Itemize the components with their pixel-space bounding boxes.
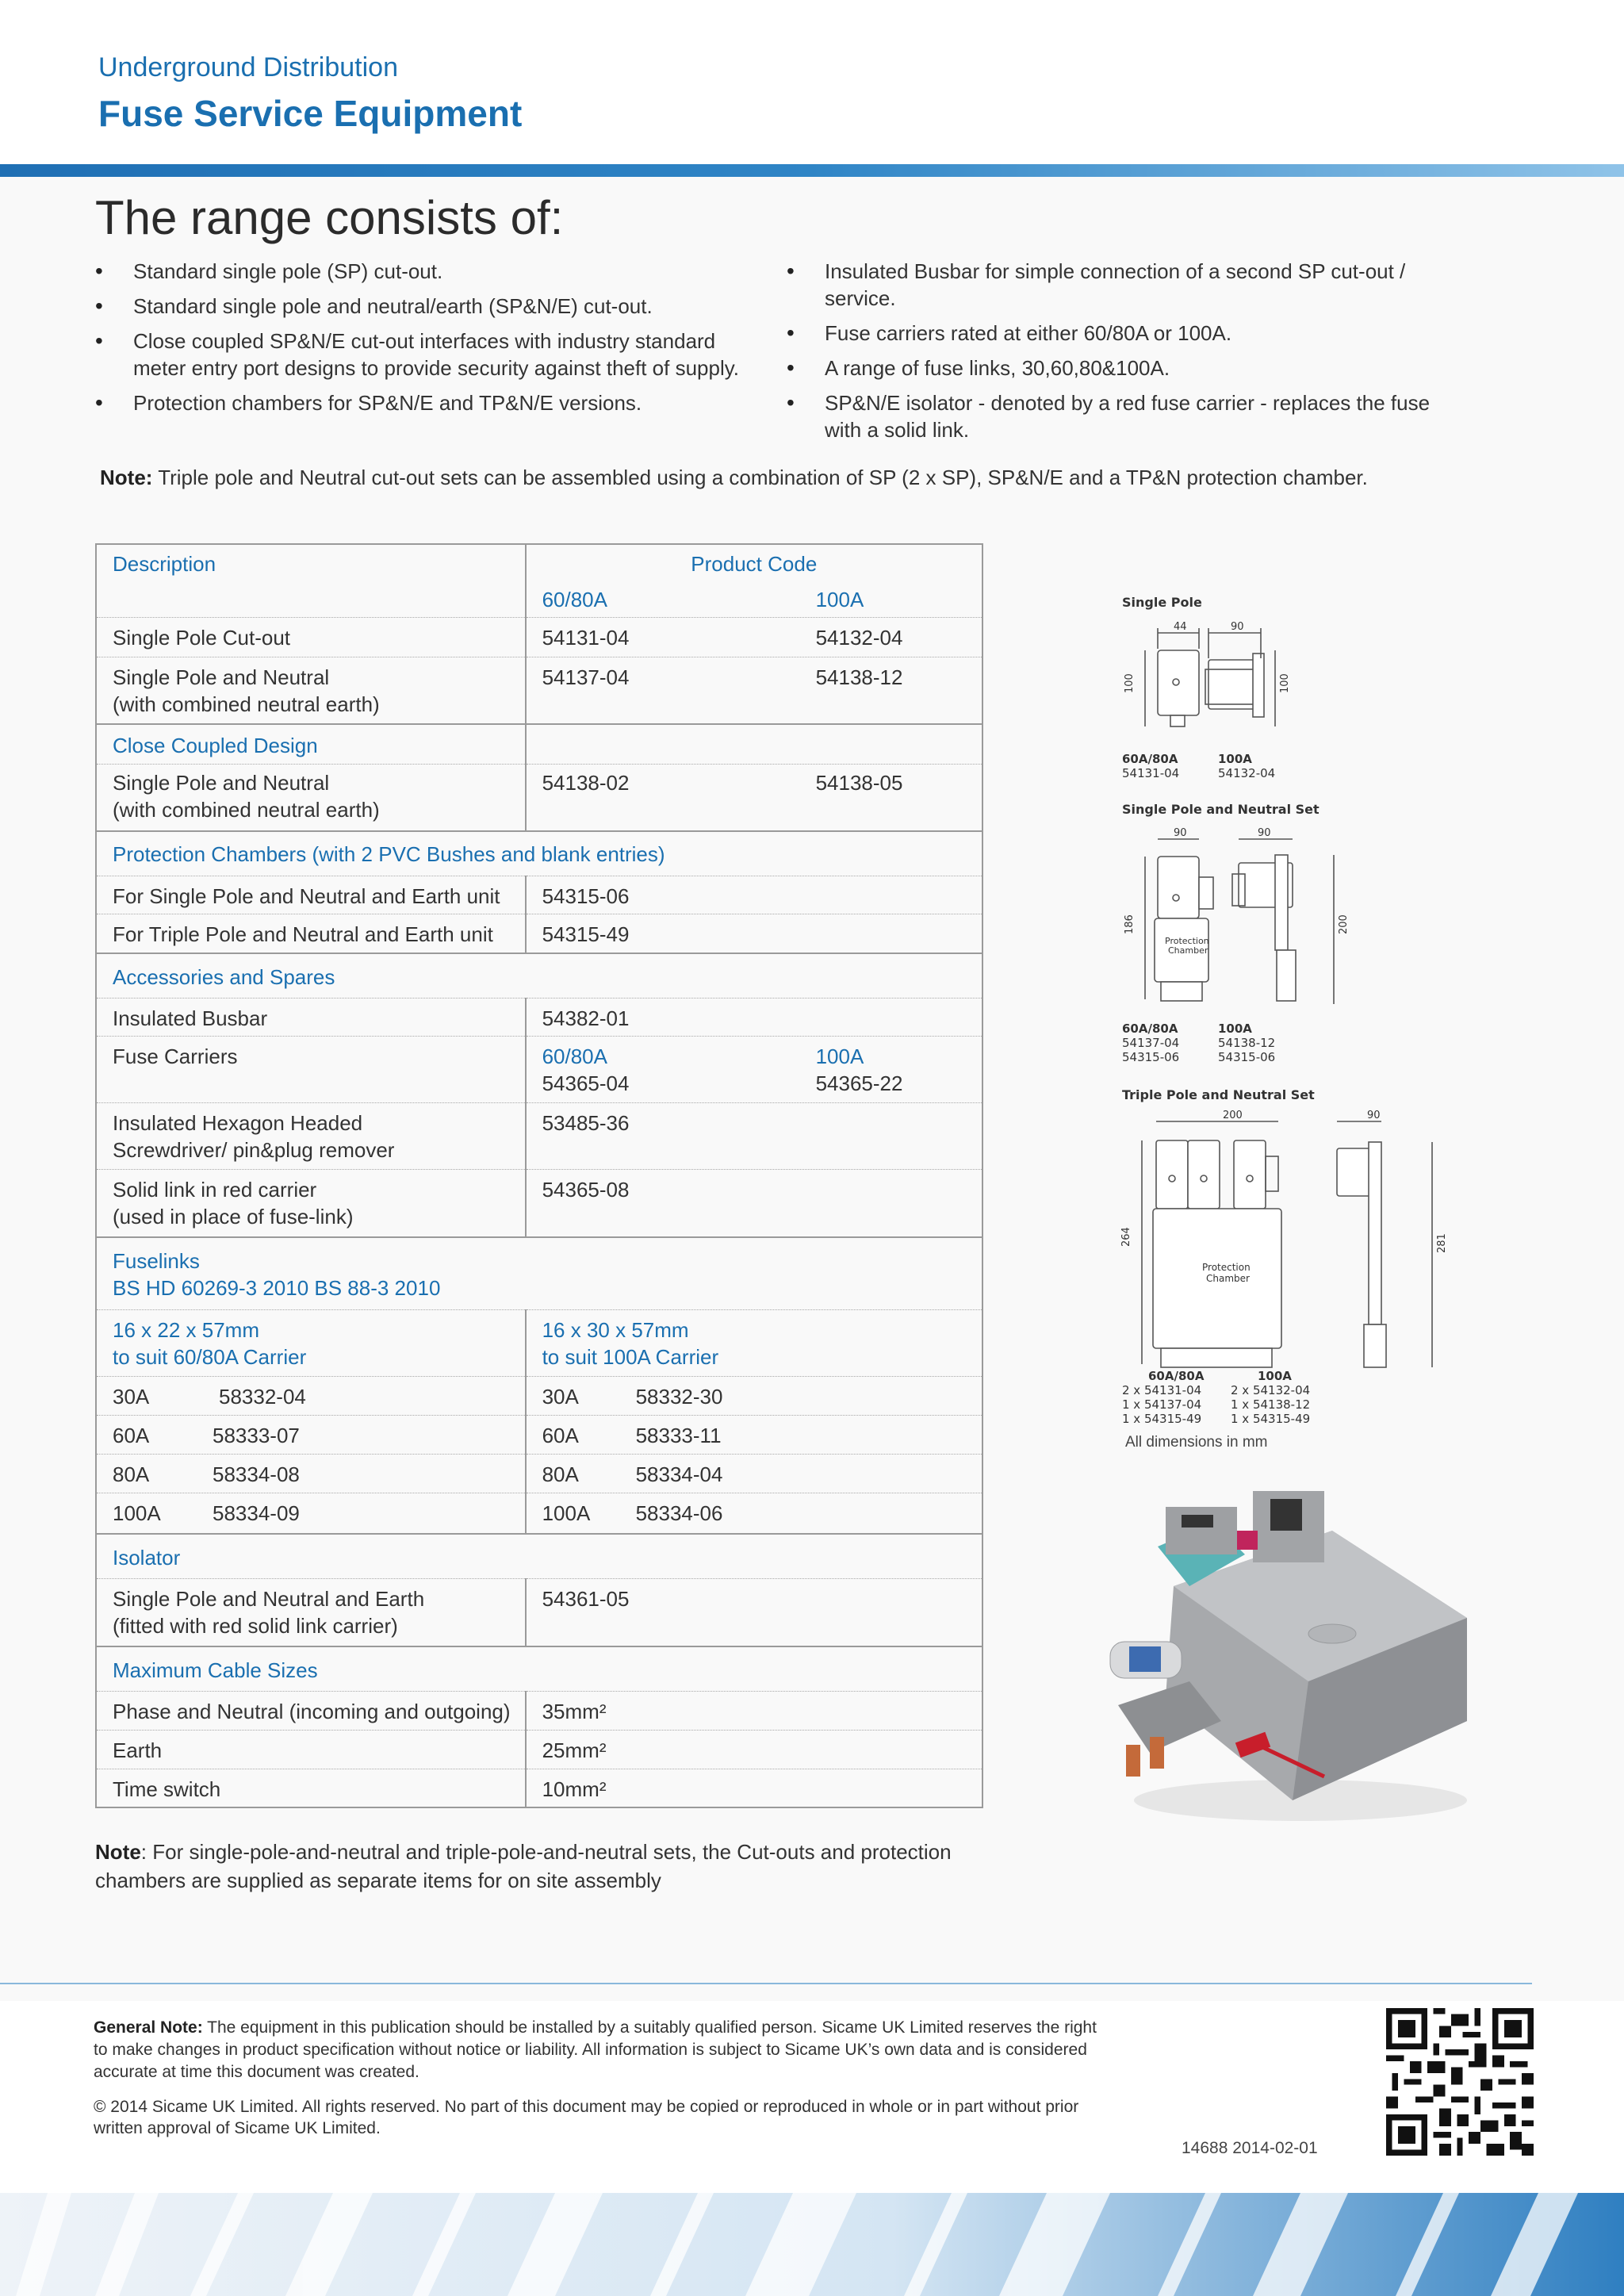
code-6080: 54315-06	[526, 876, 982, 914]
fuselink-amp: 30A	[113, 1384, 150, 1409]
fuselink-code: 58334-09	[213, 1501, 300, 1525]
row-label: Insulated Hexagon Headed	[113, 1110, 363, 1135]
code-100: 54132-04	[815, 625, 903, 650]
footer-divider	[0, 1983, 1532, 1984]
dim-label: 281	[1436, 1233, 1448, 1253]
dim-label: 90	[1231, 621, 1244, 633]
fuselink-amp: 60A	[542, 1423, 579, 1447]
variant-code: 1 x 54315-49	[1231, 1412, 1311, 1426]
code-6080: 54137-04	[542, 665, 630, 689]
note-label: Note	[95, 1840, 141, 1864]
variant-code: 54132-04	[1218, 766, 1276, 780]
note-text: Triple pole and Neutral cut-out sets can be assembled using a combination of SP (2 x SP), SP&N/E and a TP&N protection chamber.	[152, 466, 1368, 489]
fuselink-amp: 30A	[542, 1384, 579, 1409]
table-row	[96, 998, 982, 1036]
table-row	[96, 1691, 982, 1730]
fuselink-code: 58334-08	[213, 1462, 300, 1486]
fuselink-code: 58332-30	[635, 1384, 723, 1409]
variant-code: 2 x 54131-04	[1122, 1383, 1202, 1397]
chamber-label: Protection	[1165, 936, 1209, 946]
section-heading: Fuselinks	[113, 1249, 200, 1273]
list-item: • SP&N/E isolator - denoted by a red fuse carrier - replaces the fuse with a solid link.	[787, 389, 1453, 443]
fuselink-amp: 60A	[113, 1423, 150, 1447]
row-sublabel: Screwdriver/ pin&plug remover	[113, 1137, 395, 1162]
variant-code: 1 x 54137-04	[1122, 1397, 1202, 1412]
code-6080: 54365-08	[526, 1169, 982, 1237]
note-label: Note:	[100, 466, 153, 489]
variant-6080: 60A/80A	[1122, 752, 1178, 766]
carrier-100-label: 100A	[815, 1044, 864, 1068]
header-subtitle: Underground Distribution	[98, 52, 398, 82]
row-sublabel: (used in place of fuse-link)	[113, 1204, 354, 1228]
fuselink-amp: 80A	[113, 1462, 150, 1486]
fuselink-amp: 80A	[542, 1462, 579, 1486]
variant-code: 54138-12	[1218, 1036, 1276, 1050]
section-heading-row	[96, 724, 982, 764]
list-item: • Insulated Busbar for simple connection of a second SP cut-out / service.	[787, 258, 1453, 312]
dim-label: 90	[1174, 827, 1187, 839]
range-list-right	[787, 258, 1453, 451]
col-6080: 60/80A	[542, 588, 607, 611]
variant-code: 54137-04	[1122, 1036, 1180, 1050]
table-row	[96, 914, 982, 953]
table-row	[96, 1036, 982, 1102]
variant-code: 54315-06	[1218, 1050, 1276, 1064]
table-row	[96, 1493, 982, 1534]
code-6080: 54138-02	[542, 770, 630, 795]
range-heading: The range consists of:	[95, 191, 564, 244]
cable-size: 35mm²	[526, 1691, 982, 1730]
fuselinks-standard: BS HD 60269-3 2010 BS 88-3 2010	[113, 1276, 441, 1300]
fuselink-size-right: 16 x 30 x 57mm	[542, 1317, 689, 1342]
general-note-label: General Note:	[94, 2018, 203, 2037]
list-item: • Fuse carriers rated at either 60/80A or 100A.	[787, 320, 1453, 347]
code-6080: 54382-01	[526, 998, 982, 1036]
list-item: • Close coupled SP&N/E cut-out interfaces with industry standard meter entry port designs to provide security against theft of supply.	[95, 328, 745, 381]
variant-6080: 60A/80A	[1148, 1369, 1205, 1383]
general-note	[94, 2017, 1101, 2083]
table-row	[96, 1730, 982, 1769]
variant-code: 2 x 54132-04	[1231, 1383, 1311, 1397]
section-heading-row	[96, 1237, 982, 1309]
note-text: : For single-pole-and-neutral and triple-pole-and-neutral sets, the Cut-outs and protection chambers are supplied as separate items for on site assembly	[95, 1840, 952, 1892]
section-heading: Maximum Cable Sizes	[96, 1646, 982, 1691]
table-row	[96, 1169, 982, 1237]
variant-code: 54131-04	[1122, 766, 1180, 780]
code-100: 54138-05	[815, 770, 903, 795]
row-sublabel: (with combined neutral earth)	[113, 797, 380, 822]
carrier-6080-label: 60/80A	[542, 1044, 607, 1068]
drawing-title-single-pole: Single Pole	[1122, 595, 1202, 610]
dim-label: 264	[1120, 1227, 1132, 1247]
dimensions-note: All dimensions in mm	[1125, 1434, 1268, 1451]
dimension-drawings	[1094, 587, 1459, 1443]
row-label: Solid link in red carrier	[113, 1177, 317, 1202]
dim-label: 200	[1338, 914, 1350, 934]
fuselink-code: 58333-11	[635, 1423, 722, 1447]
variant-code: 54315-06	[1122, 1050, 1180, 1064]
variant-100: 100A	[1218, 1022, 1252, 1036]
row-sublabel: (fitted with red solid link carrier)	[113, 1613, 398, 1638]
product-photo	[1094, 1483, 1475, 1832]
variant-6080: 60A/80A	[1122, 1022, 1178, 1036]
row-label: Single Pole and Neutral and Earth	[113, 1586, 425, 1611]
dim-label: 90	[1367, 1110, 1381, 1121]
code-6080: 54361-05	[526, 1578, 982, 1646]
row-sublabel: (with combined neutral earth)	[113, 692, 380, 716]
dim-label: 44	[1174, 621, 1187, 633]
section-heading: Close Coupled Design	[96, 724, 526, 764]
section-heading-row	[96, 831, 982, 876]
fuselink-code: 58333-07	[213, 1423, 300, 1447]
qr-code-icon	[1386, 2008, 1534, 2156]
section-heading: Isolator	[96, 1534, 982, 1578]
row-label: For Triple Pole and Neutral and Earth unit	[96, 914, 526, 953]
variant-code: 1 x 54138-12	[1231, 1397, 1311, 1412]
table-row	[96, 1376, 982, 1415]
dim-label: 90	[1258, 827, 1271, 839]
fuselink-amp: 100A	[113, 1501, 161, 1525]
fuselink-code: 58332-04	[219, 1384, 306, 1409]
cable-size: 10mm²	[526, 1769, 982, 1807]
dim-label: 100	[1279, 673, 1291, 693]
col-product-code: Product Code	[526, 544, 982, 581]
section-heading: Accessories and Spares	[96, 953, 982, 998]
dim-label: 200	[1223, 1110, 1243, 1121]
list-item: • Protection chambers for SP&N/E and TP&N/E versions.	[95, 389, 745, 416]
variant-100: 100A	[1218, 752, 1252, 766]
section-heading-row	[96, 1646, 982, 1691]
list-item: • Standard single pole and neutral/earth (SP&N/E) cut-out.	[95, 293, 745, 320]
product-table	[95, 543, 983, 1808]
code-100: 54365-22	[815, 1071, 903, 1095]
chamber-label: Chamber	[1168, 945, 1208, 956]
chamber-label: Chamber	[1206, 1273, 1250, 1284]
table-row	[96, 764, 982, 831]
decorative-footer-band	[0, 2193, 1624, 2296]
code-100: 54138-12	[815, 665, 903, 689]
fuselink-size-row	[96, 1309, 982, 1376]
table-row	[96, 617, 982, 657]
document-reference: 14688 2014-02-01	[1182, 2139, 1318, 2157]
list-item: • A range of fuse links, 30,60,80&100A.	[787, 355, 1453, 381]
general-note-text: The equipment in this publication should be installed by a suitably qualified person. Sicame UK Limited reserves the right to make changes in product specification without notice or liability. All information is subject to Sicame UK’s own data and is considered accurate at time this document was created.	[94, 2018, 1097, 2081]
chamber-label: Protection	[1202, 1262, 1251, 1273]
table-row	[96, 1102, 982, 1169]
table-row	[96, 1454, 982, 1493]
row-label: Single Pole Cut-out	[96, 617, 526, 657]
fuselink-code: 58334-06	[635, 1501, 723, 1525]
list-item: • Standard single pole (SP) cut-out.	[95, 258, 745, 285]
code-6080: 54131-04	[542, 625, 630, 650]
row-label: Earth	[96, 1730, 526, 1769]
code-6080: 54365-04	[542, 1071, 630, 1095]
row-label: For Single Pole and Neutral and Earth unit	[96, 876, 526, 914]
drawing-title-sp-neutral: Single Pole and Neutral Set	[1122, 802, 1320, 817]
row-label: Single Pole and Neutral	[113, 665, 330, 689]
col-description: Description	[113, 552, 216, 576]
drawing-title-tp-neutral: Triple Pole and Neutral Set	[1122, 1087, 1315, 1102]
row-label: Single Pole and Neutral	[113, 770, 330, 795]
page-title: Fuse Service Equipment	[98, 93, 523, 134]
bottom-note	[95, 1838, 1007, 1895]
variant-100: 100A	[1258, 1369, 1292, 1383]
table-row	[96, 876, 982, 914]
cable-size: 25mm²	[526, 1730, 982, 1769]
fuselink-carrier-right: to suit 100A Carrier	[542, 1344, 719, 1369]
range-note	[100, 466, 1368, 490]
table-row	[96, 1415, 982, 1454]
code-6080: 53485-36	[526, 1102, 982, 1169]
fuselink-carrier-left: to suit 60/80A Carrier	[113, 1344, 307, 1369]
dim-label: 100	[1124, 673, 1136, 693]
col-100: 100A	[815, 588, 864, 611]
row-label: Time switch	[96, 1769, 526, 1807]
table-row	[96, 657, 982, 724]
copyright: © 2014 Sicame UK Limited. All rights reserved. No part of this document may be copied or reproduced in whole or in part without prior written approval of Sicame UK Limited.	[94, 2098, 1079, 2137]
section-heading-row	[96, 1534, 982, 1578]
variant-code: 1 x 54315-49	[1122, 1412, 1202, 1426]
range-list-left	[95, 258, 745, 424]
row-label: Fuse Carriers	[96, 1036, 526, 1102]
fuselink-code: 58334-04	[635, 1462, 723, 1486]
fuselink-amp: 100A	[542, 1501, 591, 1525]
section-heading-row	[96, 953, 982, 998]
section-heading: Protection Chambers (with 2 PVC Bushes and blank entries)	[96, 831, 982, 876]
table-row	[96, 1769, 982, 1807]
fuselink-size-left: 16 x 22 x 57mm	[113, 1317, 259, 1342]
row-label: Insulated Busbar	[96, 998, 526, 1036]
table-row	[96, 1578, 982, 1646]
row-label: Phase and Neutral (incoming and outgoing)	[96, 1691, 526, 1730]
header-accent-bar	[0, 164, 1624, 177]
code-6080: 54315-49	[526, 914, 982, 953]
dim-label: 186	[1124, 914, 1136, 934]
